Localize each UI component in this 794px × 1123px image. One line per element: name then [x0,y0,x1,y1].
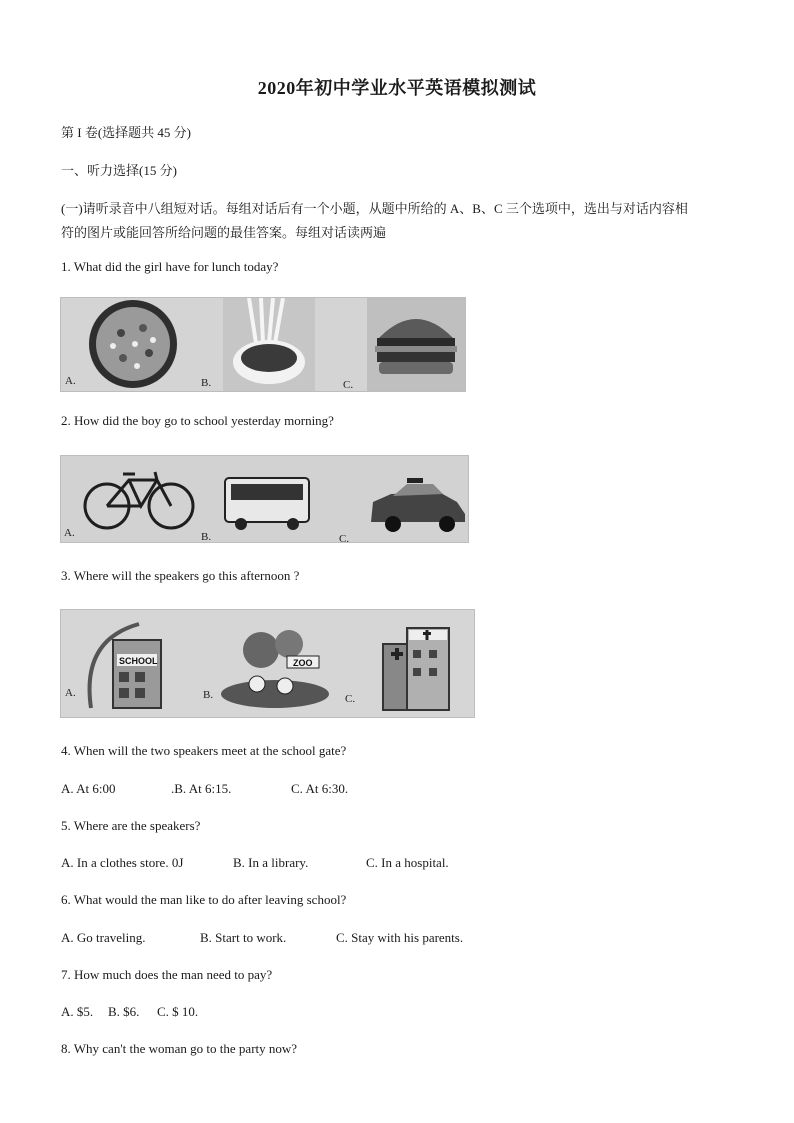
pic-label-b: B. [203,689,214,701]
option-a[interactable]: A. At 6:00 [61,781,116,796]
option-a[interactable]: A. $5. [61,1004,94,1019]
option-c[interactable]: C. In a hospital. [366,855,449,870]
question-7: 7. How much does the man need to pay? [61,967,273,982]
zoo-sign: ZOO [293,658,313,668]
question-8: 8. Why can't the woman go to the party now? [61,1041,298,1056]
instructions-line-2: 符的图片或能回答所给问题的最佳答案。每组对话读两遍 [61,225,387,240]
option-b[interactable]: B. $6. [108,1004,140,1019]
section-heading: 第 I 卷(选择题共 45 分) [61,125,191,140]
question-5: 5. Where are the speakers? [61,818,201,833]
option-c[interactable]: C. $ 10. [157,1004,199,1019]
pic-label-c: C. [339,533,350,542]
question-3: 3. Where will the speakers go this afternoon ? [61,568,300,583]
question-3-pictures [60,609,475,718]
pizza-icon [89,300,177,388]
option-b[interactable]: .B. At 6:15. [171,781,232,796]
noodles-icon [223,298,315,391]
option-a[interactable]: A. In a clothes store. 0J [61,855,184,870]
option-b[interactable]: B. Start to work. [200,930,287,945]
pic-label-a: A. [65,375,76,387]
option-b[interactable]: B. In a library. [233,855,309,870]
bus-icon [225,478,309,530]
pic-label-c: C. [345,693,356,705]
question-4: 4. When will the two speakers meet at the school gate? [61,743,347,758]
question-1-pictures [60,297,466,392]
pic-label-b: B. [201,377,212,389]
option-c[interactable]: C. At 6:30. [291,781,349,796]
pic-label-b: B. [201,531,212,542]
question-1: 1. What did the girl have for lunch today? [61,259,279,274]
part-heading: 一、听力选择(15 分) [61,163,177,178]
pic-label-a: A. [64,527,75,539]
option-c[interactable]: C. Stay with his parents. [336,930,464,945]
page-title: 2020年初中学业水平英语模拟测试 [257,78,537,98]
instructions-line-1: (一)请听录音中八组短对话。每组对话后有一个小题，从题中所给的 A、B、C 三个选项中，选出与对话内容相 [61,201,688,216]
pic-label-a: A. [65,687,76,699]
school-sign: SCHOOL [119,656,158,666]
question-6: 6. What would the man like to do after leaving school? [61,892,347,907]
question-2: 2. How did the boy go to school yesterday morning? [61,413,334,428]
option-a[interactable]: A. Go traveling. [61,930,146,945]
pic-label-c: C. [343,379,354,391]
hamburger-icon [367,298,465,391]
question-2-pictures [60,455,469,543]
